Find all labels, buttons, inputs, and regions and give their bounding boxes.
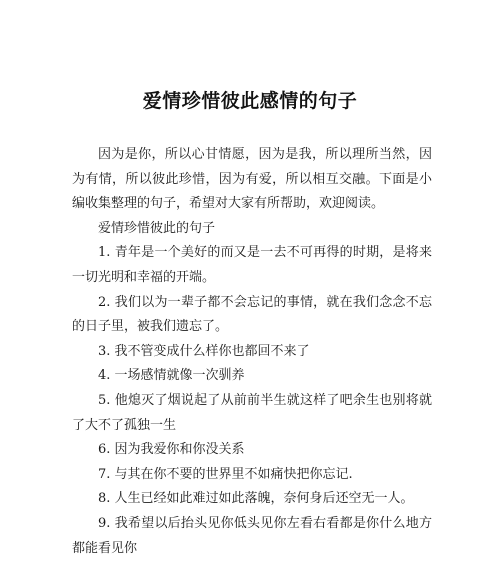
list-item: 5. 他熄灭了烟说起了从前前半生就这样了吧余生也别将就了大不了孤独一生	[72, 392, 432, 433]
list-item: 4. 一场感情就像一次驯养	[98, 368, 245, 384]
list-item: 9. 我希望以后抬头见你低头见你左看右看都是你什么地方都能看见你	[72, 515, 432, 556]
list-item: 3. 我不管变成什么样你也都回不来了	[98, 343, 310, 359]
document-title: 爱情珍惜彼此感情的句子	[142, 90, 358, 112]
list-item: 2. 我们以为一辈子都不会忘记的事情，就在我们念念不忘的日子里，被我们遗忘了。	[72, 294, 432, 335]
list-item: 1. 青年是一个美好的而又是一去不可再得的时期，是将来一切光明和幸福的开端。	[72, 245, 432, 285]
list-item: 7. 与其在你不要的世界里不如痛快把你忘记.	[98, 466, 353, 482]
list-item: 6. 因为我爱你和你没关系	[98, 442, 245, 458]
section-heading: 爱情珍惜彼此的句子	[98, 220, 216, 236]
intro-paragraph: 因为是你，所以心甘情愿，因为是我，所以理所当然，因为有情，所以彼此珍惜，因为有爱，所以相互交融。下面是小编收集整理的句子，希望对大家有所帮助，欢迎阅读。	[72, 147, 432, 212]
document-body	[72, 143, 432, 561]
list-item: 8. 人生已经如此难过如此落魄，奈何身后还空无一人。	[98, 491, 414, 507]
